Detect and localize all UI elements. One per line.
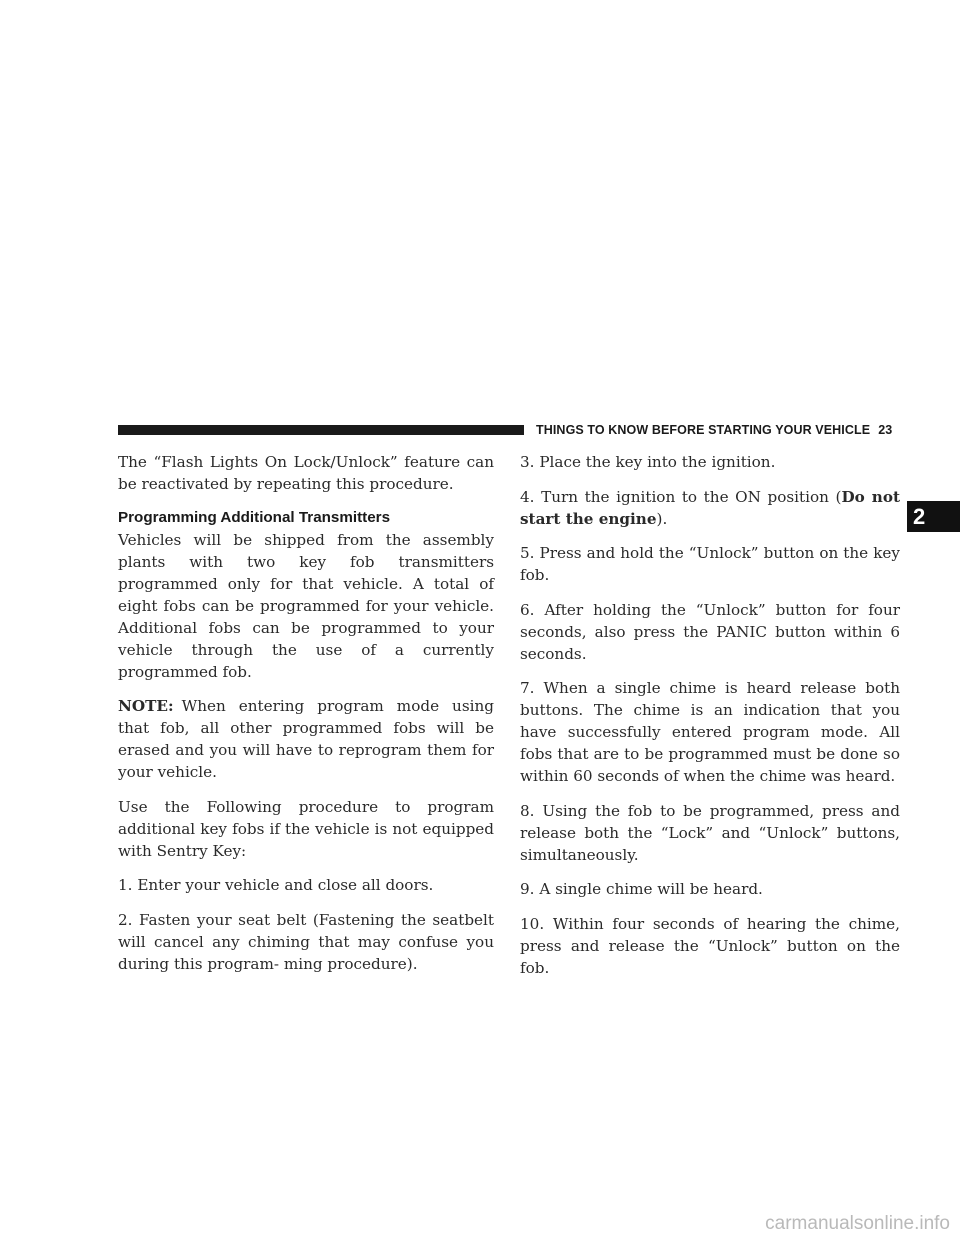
step-1: 1. Enter your vehicle and close all doors. [118, 876, 434, 894]
page-number: 23 [878, 423, 893, 437]
step-4-bold: Do not start the engine [520, 487, 900, 528]
programming-paragraph: Vehicles will be shipped from the assembly plants with two key fob transmitters programmed only for that vehicle. A total of eight fobs can be programmed for your vehicle. Additional fobs can be programmed to your vehicle through the use of a currently programmed fob. [118, 530, 494, 681]
step-8: 8. Using the fob to be programmed, press and release both the “Lock” and “Unlock” buttons, simultaneously. [520, 801, 900, 864]
step-7: 7. When a single chime is heard release both buttons. The chime is an indication that you have successfully entered program mode. All fobs that are to be programmed must be done so within 60 seconds of when the chime was heard. [520, 679, 900, 785]
step-4-end: ). [656, 509, 668, 528]
step-5: 5. Press and hold the “Unlock” button on the key fob. [520, 544, 900, 584]
header-rule [118, 425, 524, 435]
section-title: THINGS TO KNOW BEFORE STARTING YOUR VEHICLE [536, 423, 871, 437]
note-text: When entering program mode using that fob, all other programmed fobs will be erased and you will have to reprogram them for your vehicle. [118, 697, 494, 781]
step-2: 2. Fasten your seat belt (Fastening the seatbelt will cancel any chiming that may confuse you during this program- ming procedure). [118, 910, 494, 973]
step-4 [520, 486, 900, 530]
step-6: 6. After holding the “Unlock” button for four seconds, also press the PANIC button within 6 seconds. [520, 600, 900, 663]
left-column [118, 451, 494, 987]
step-3: 3. Place the key into the ignition. [520, 453, 776, 471]
chapter-tab: 2 [907, 501, 960, 532]
section-heading: Programming Additional Transmitters [118, 508, 391, 526]
step-10: 10. Within four seconds of hearing the chime, press and release the “Unlock” button on the fob. [520, 914, 900, 977]
step-9: 9. A single chime will be heard. [520, 880, 763, 898]
note-paragraph [118, 695, 494, 783]
note-label: NOTE: [118, 697, 174, 715]
section-header [536, 421, 906, 439]
procedure-intro: Use the Following procedure to program additional key fobs if the vehicle is not equipped with Sentry Key: [118, 797, 494, 860]
step-4-text: 4. Turn the ignition to the ON position ( [520, 487, 842, 506]
watermark: carmanualsonline.info [765, 1213, 950, 1234]
right-column [520, 451, 900, 991]
intro-paragraph: The “Flash Lights On Lock/Unlock” feature can be reactivated by repeating this procedure. [118, 453, 494, 493]
